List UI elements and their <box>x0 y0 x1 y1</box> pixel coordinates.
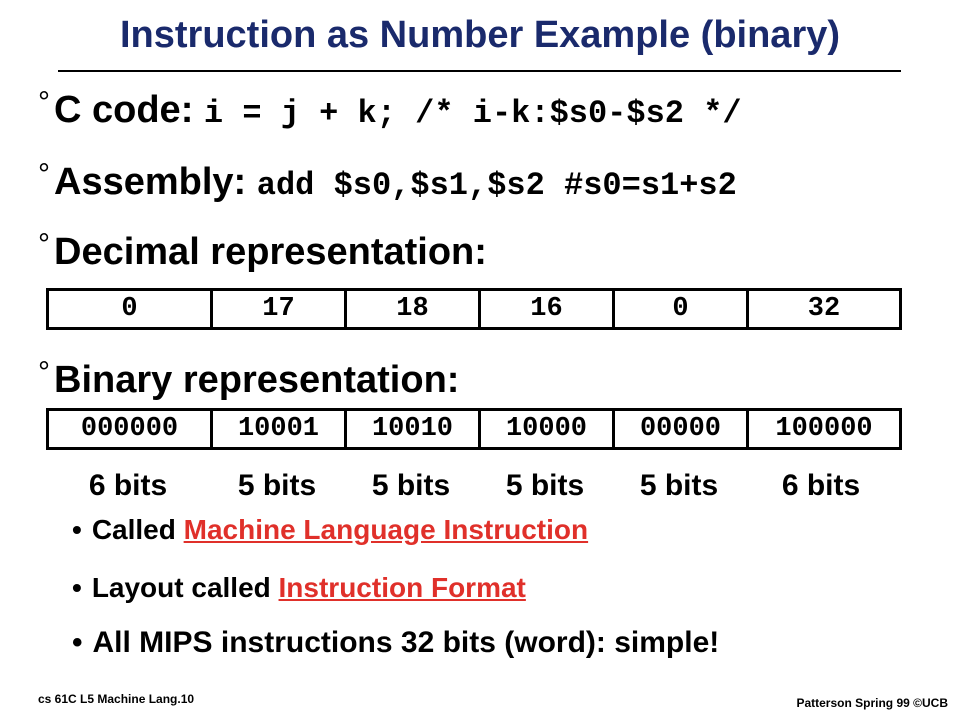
bit-width-label: 6 bits <box>88 469 168 502</box>
sub-bullet-machine-language <box>72 514 588 546</box>
binary-field-shamt: 00000 <box>615 411 749 447</box>
sub-bullet-dot: • <box>72 514 82 545</box>
decimal-field-funct: 32 <box>807 294 841 324</box>
bit-width-label: 6 bits <box>781 469 861 502</box>
bullet-c-code <box>38 86 742 132</box>
sub-bullet-dot: • <box>72 572 82 603</box>
sub-bullet-instruction-format <box>72 572 526 604</box>
bit-width-row <box>46 466 902 506</box>
decimal-field-shamt: 0 <box>615 291 749 327</box>
binary-field-rd: 10000 <box>481 411 615 447</box>
instruction-format-link[interactable]: Instruction Format <box>278 572 526 603</box>
bullet-marker: ° <box>38 228 50 261</box>
binary-label: Binary representation: <box>54 359 460 401</box>
bit-width-label: 5 bits <box>237 469 317 502</box>
bullet-marker: ° <box>38 158 50 191</box>
bullet-marker: ° <box>38 86 50 119</box>
bullet-decimal <box>38 228 487 274</box>
assembly-label: Assembly: <box>54 161 257 203</box>
decimal-label: Decimal representation: <box>54 231 487 273</box>
binary-field-rt: 10010 <box>347 411 481 447</box>
title-rule <box>58 70 901 72</box>
decimal-field-rt: 18 <box>347 291 481 327</box>
decimal-field-rd: 16 <box>481 291 615 327</box>
binary-field-op: 000000 <box>49 411 213 447</box>
binary-field-rs: 10001 <box>213 411 347 447</box>
machine-language-link[interactable]: Machine Language Instruction <box>183 514 589 545</box>
c-code-label: C code: <box>54 89 204 131</box>
bullet-marker: ° <box>38 356 50 389</box>
sub-bullet-text: Layout called <box>91 572 279 603</box>
bullet-assembly <box>38 158 737 204</box>
sub-bullet-mips-32bits <box>72 626 719 660</box>
decimal-field-row <box>46 288 902 330</box>
assembly-code: add $s0,$s1,$s2 #s0=s1+s2 <box>256 167 737 204</box>
c-code-text: i = j + k; /* i-k:$s0-$s2 */ <box>203 95 742 132</box>
bit-width-label: 5 bits <box>639 469 719 502</box>
decimal-field-rs: 17 <box>213 291 347 327</box>
bit-width-label: 5 bits <box>371 469 451 502</box>
sub-bullet-text: Called <box>91 514 184 545</box>
sub-bullet-dot: • <box>72 626 83 659</box>
footer-author-label: Patterson Spring 99 ©UCB <box>796 696 948 710</box>
binary-field-row <box>46 408 902 450</box>
decimal-field-op: 0 <box>49 291 213 327</box>
footer-course-label: cs 61C L5 Machine Lang.10 <box>38 692 195 706</box>
sub-bullet-text: All MIPS instructions 32 bits (word): simple! <box>92 626 720 659</box>
bit-width-label: 5 bits <box>505 469 585 502</box>
bullet-binary <box>38 356 459 402</box>
binary-field-funct: 100000 <box>775 414 873 444</box>
slide-title: Instruction as Number Example (binary) <box>119 14 841 56</box>
